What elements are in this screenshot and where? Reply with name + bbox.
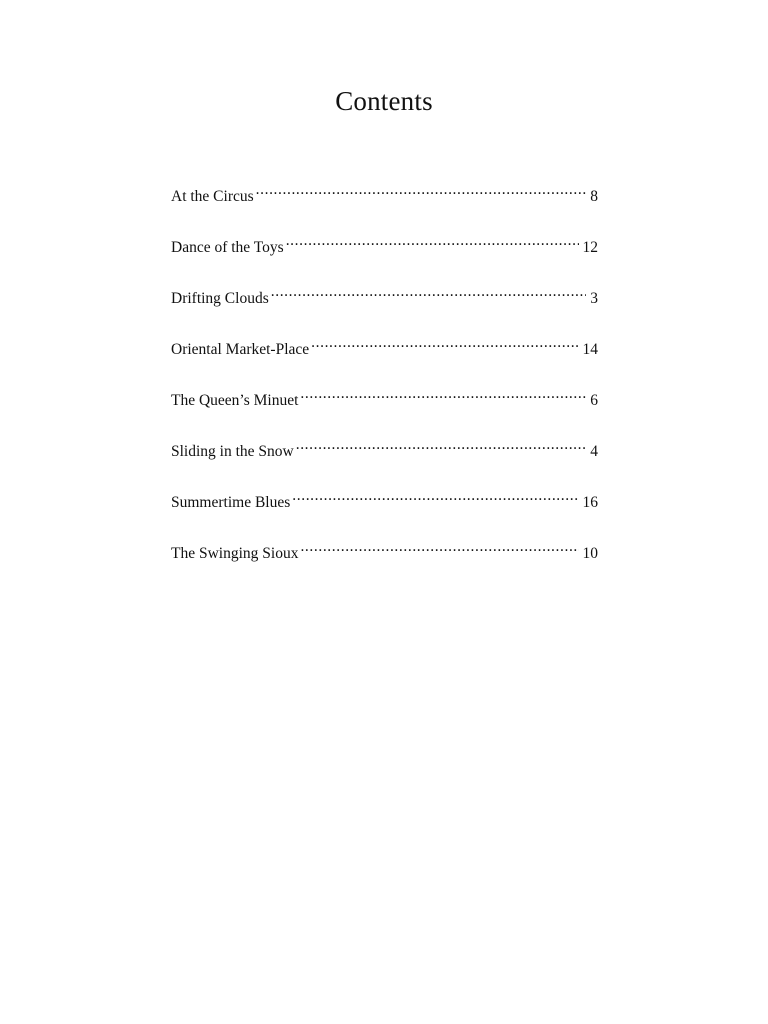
toc-entry-title: Dance of the Toys [171, 239, 284, 256]
toc-entry-title: Oriental Market-Place [171, 341, 310, 358]
toc-entry-page: 4 [590, 443, 598, 460]
toc-entry [171, 434, 598, 485]
toc-entry-page: 12 [582, 239, 598, 256]
toc-entry [171, 179, 598, 230]
toc-dot-leader [292, 485, 578, 507]
toc-dot-leader [300, 536, 578, 558]
toc-entry-title: Summertime Blues [171, 494, 291, 511]
toc-entry-page: 14 [582, 341, 598, 358]
toc-dot-leader [296, 434, 587, 456]
toc-entry-page: 3 [590, 290, 598, 307]
toc-entry [171, 230, 598, 281]
toc-entry-title: The Queen’s Minuet [171, 392, 299, 409]
toc-dot-leader [256, 179, 587, 201]
toc-entry [171, 332, 598, 383]
page-title: Contents [335, 86, 433, 116]
toc-entry-title: At the Circus [171, 188, 254, 205]
table-of-contents [171, 179, 598, 587]
toc-entry [171, 383, 598, 434]
toc-entry [171, 536, 598, 587]
toc-entry-title: The Swinging Sioux [171, 545, 299, 562]
toc-entry-page: 6 [590, 392, 598, 409]
toc-dot-leader [271, 281, 587, 303]
toc-entry [171, 485, 598, 536]
toc-dot-leader [286, 230, 579, 252]
toc-entry-page: 16 [582, 494, 598, 511]
toc-entry-title: Sliding in the Snow [171, 443, 294, 460]
toc-dot-leader [300, 383, 586, 405]
toc-entry-title: Drifting Clouds [171, 290, 269, 307]
toc-entry [171, 281, 598, 332]
toc-dot-leader [311, 332, 578, 354]
toc-entry-page: 10 [582, 545, 598, 562]
toc-entry-page: 8 [590, 188, 598, 205]
